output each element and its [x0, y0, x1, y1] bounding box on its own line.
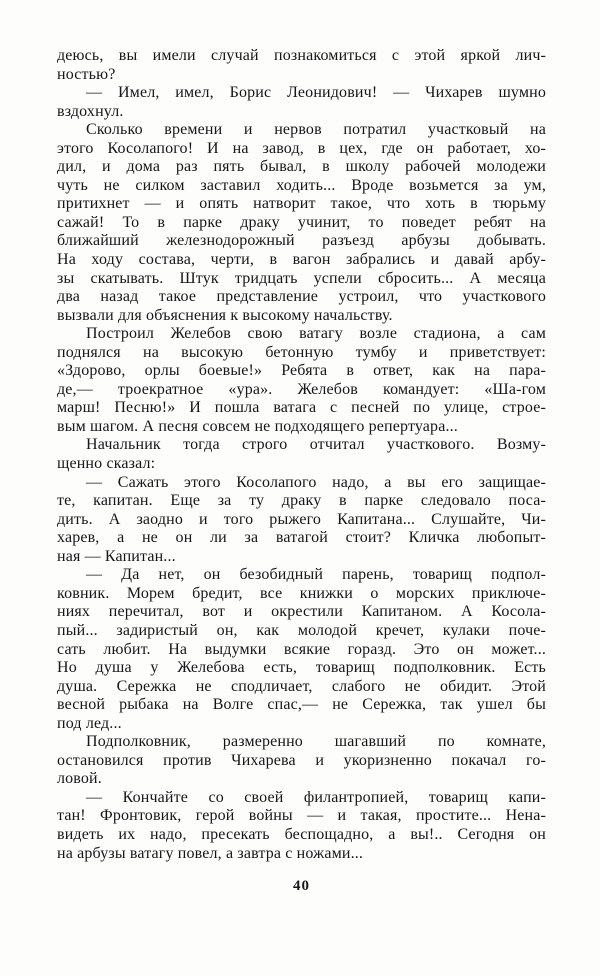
- text-line: харев, а не он ли за ватагой стоит? Кличка любопыт-: [57, 529, 546, 547]
- text-line: ниях перечитал, вот и окрестили Капитаном. А Косола-: [57, 603, 546, 621]
- text-line: на арбузы ватагу повел, а завтра с ножами...: [57, 844, 364, 862]
- text-line: «Здорово, орлы боевые!» Ребята в ответ, как на пара-: [57, 362, 546, 380]
- text-line: сать любит. На выдумки всякие горазд. Это он может...: [57, 640, 546, 658]
- page-text: [57, 47, 546, 863]
- page-number: 40: [293, 878, 310, 894]
- text-line: — Кончайте со своей филантропией, товарищ капи-: [86, 788, 546, 806]
- text-line: дил, и дома раз пять бывал, в школу рабочей молодежи: [57, 158, 546, 176]
- text-line: дить. А заодно и того рыжего Капитана... Слушайте, Чи-: [57, 510, 546, 528]
- text-line: вым шагом. А песня совсем не подходящего репертуара...: [57, 417, 458, 435]
- text-line: душа. Сережка не сподличает, слабого не обидит. Этой: [57, 677, 546, 695]
- text-line: де,— троекратное «ура». Желебов командует: «Ша-гом: [57, 380, 546, 398]
- text-line: Подполковник, размеренно шагавший по комнате,: [86, 733, 546, 751]
- text-line: зы скатывать. Штук тридцать успели сбросить... А месяца: [57, 269, 546, 287]
- text-line: под лед...: [57, 714, 122, 732]
- text-line: вздохнул.: [57, 102, 124, 120]
- text-line: Построил Желебов свою ватагу возле стадиона, а сам: [86, 325, 546, 343]
- text-line: Начальник тогда строго отчитал участкового. Возму-: [86, 436, 546, 454]
- text-line: марш! Песню!» И пошла ватага с песней по улице, строе-: [57, 399, 546, 417]
- text-line: — Имел, имел, Борис Леонидович! — Чихарев шумно: [86, 84, 546, 102]
- text-line: те, капитан. Еще за ту драку в парке следовало поса-: [57, 492, 546, 510]
- text-line: щенно сказал:: [57, 455, 156, 473]
- text-line: Сколько времени и нервов потратил участковый на: [86, 121, 546, 139]
- text-line: видеть их надо, пресекать беспощадно, а вы!.. Сегодня он: [57, 825, 546, 843]
- text-line: ковник. Морем бредит, все книжки о морских приключе-: [57, 584, 546, 602]
- text-line: ближайший железнодорожный разъезд арбузы добывать.: [57, 232, 546, 250]
- text-line: пый... задиристый он, как молодой кречет, кулаки поче-: [57, 621, 546, 639]
- text-line: На ходу состава, черти, в вагон забрались и давай арбу-: [57, 251, 546, 269]
- text-line: тан! Фронтовик, герой войны — и такая, простите... Нена-: [57, 807, 546, 825]
- text-line: остановился против Чихарева и укоризненно покачал го-: [57, 751, 546, 769]
- text-line: ностью?: [57, 65, 116, 83]
- text-line: Но душа у Желебова есть, товарищ подполковник. Есть: [57, 659, 546, 677]
- text-line: деюсь, вы имели случай познакомиться с этой яркой лич-: [57, 47, 546, 64]
- text-line: сажай! То в парке драку учинит, то поведет ребят на: [57, 213, 546, 231]
- text-line: притихнет — и опять натворит такое, что хоть в тюрьму: [57, 195, 546, 213]
- text-line: вызвали для объяснения к высокому начальству.: [57, 306, 393, 324]
- text-line: — Да нет, он безобидный парень, товарищ подпол-: [86, 566, 546, 584]
- text-line: чуть не силком заставил ходить... Вроде возьмется за ум,: [57, 176, 546, 194]
- text-line: два назад такое представление устроил, что участкового: [57, 288, 546, 306]
- text-line: этого Косолапого! И на завод, в цех, где он работает, хо-: [57, 139, 546, 157]
- text-line: ная — Капитан...: [57, 547, 176, 565]
- text-line: ловой.: [57, 770, 102, 788]
- text-line: поднялся на высокую бетонную тумбу и приветствует:: [57, 343, 546, 361]
- text-line: — Сажать этого Косолапого надо, а вы его защищае-: [86, 473, 546, 491]
- text-line: весной рыбака на Волге спас,— не Сережка, так ушел бы: [57, 696, 546, 714]
